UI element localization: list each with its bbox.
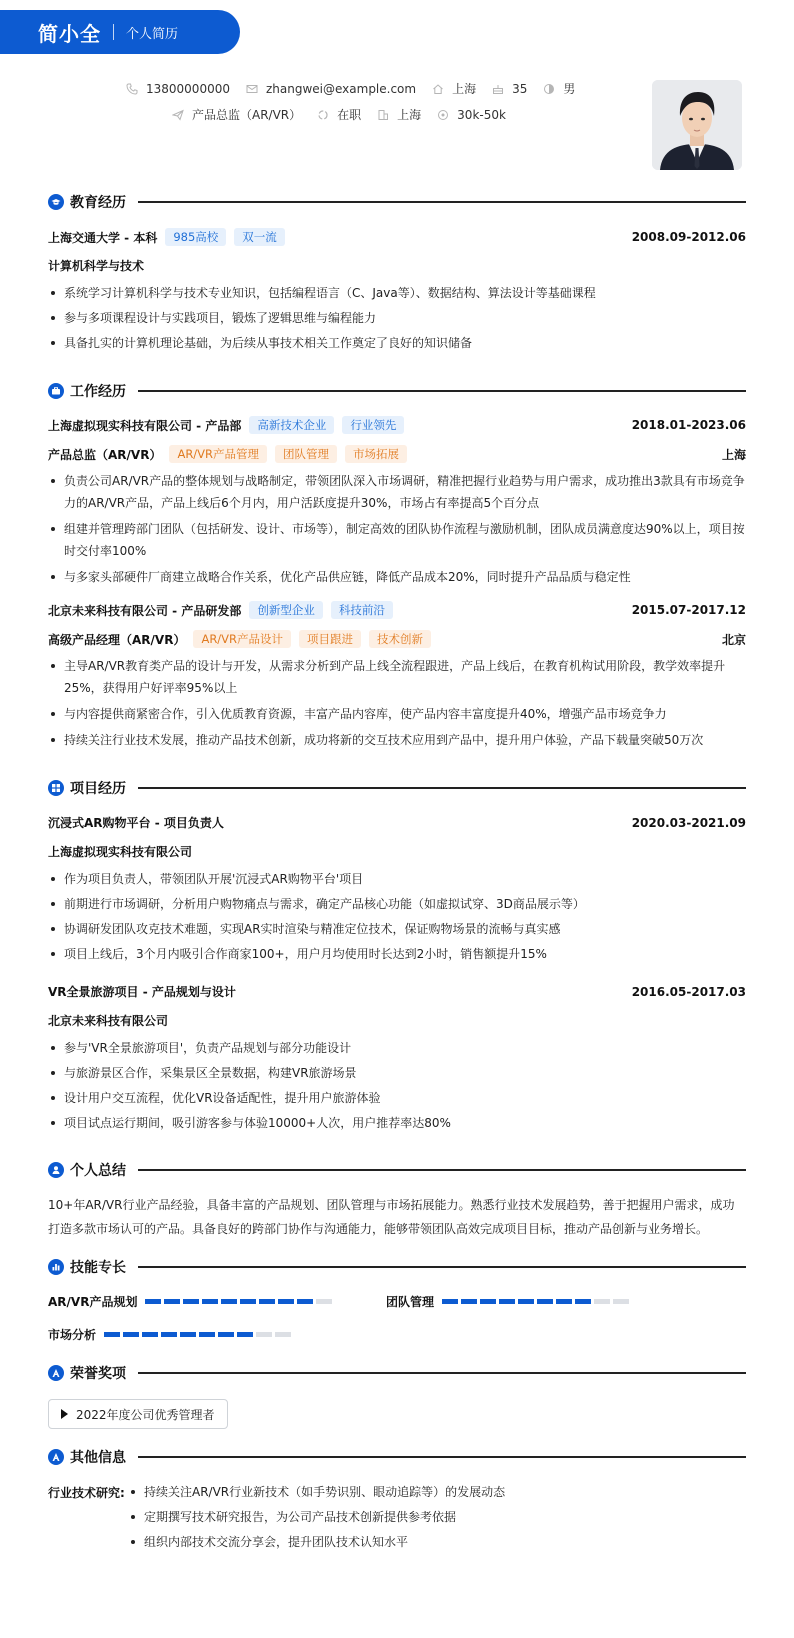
send-icon — [172, 109, 184, 121]
education-tag: 985高校 — [165, 228, 226, 246]
list-item: 设计用户交互流程，优化VR设备适配性，提升用户旅游体验 — [48, 1087, 746, 1109]
phone-icon — [126, 83, 138, 95]
home-icon — [432, 83, 444, 95]
resume-subtitle: 个人简历 — [126, 26, 179, 42]
work-location: 北京 — [721, 632, 746, 647]
list-item: 负责公司AR/VR产品的整体规划与战略制定，带领团队深入市场调研，精准把握行业趋势与用户需求，成功推出3款具有市场竞争力的AR/VR产品，产品上线后6个月内，用户活跃度提升30%，市场占有率提高5个百分点 — [48, 470, 746, 514]
award-item — [48, 1399, 228, 1429]
list-item: 主导AR/VR教育类产品的设计与开发，从需求分析到产品上线全流程跟进，产品上线后，在教育机构试用阶段，教学效率提升25%，获得用户好评率95%以上 — [48, 655, 746, 699]
target-city-item — [377, 106, 421, 123]
list-item: 定期撰写技术研究报告，为公司产品技术创新提供参考依据 — [128, 1505, 746, 1530]
list-item: 参与'VR全景旅游项目'，负责产品规划与部分功能设计 — [48, 1037, 746, 1059]
section-skills — [48, 1257, 746, 1277]
company-name: 上海虚拟现实科技有限公司 - 产品部 — [48, 418, 242, 433]
project-date: 2016.05-2017.03 — [631, 984, 746, 999]
briefcase-icon — [48, 383, 64, 399]
role-tag: 市场拓展 — [345, 445, 407, 463]
skill-segment — [202, 1299, 218, 1304]
list-item: 系统学习计算机科学与技术专业知识，包括编程语言（C、Java等）、数据结构、算法设计等基础课程 — [48, 282, 746, 304]
graduation-cap-icon — [48, 194, 64, 210]
skill-segment — [256, 1332, 272, 1337]
resume-name: 简小全 — [38, 21, 101, 46]
skill-segment — [499, 1299, 515, 1304]
company-tag: 科技前沿 — [331, 601, 393, 619]
skill-segment — [199, 1332, 215, 1337]
header-banner — [0, 10, 240, 54]
list-item: 项目试点运行期间，吸引游客参与体验10000+人次，用户推荐率达80% — [48, 1112, 746, 1134]
section-work — [48, 381, 746, 401]
skill-level-bar — [145, 1299, 335, 1304]
gender-text: 男 — [563, 82, 576, 96]
skill-name: 团队管理 — [386, 1295, 435, 1309]
section-projects — [48, 778, 746, 798]
project-company: 北京未来科技有限公司 — [48, 1014, 169, 1028]
age-text: 35 — [512, 81, 528, 96]
school-name: 上海交通大学 - 本科 — [48, 230, 158, 245]
skill-segment — [594, 1299, 610, 1304]
bar-chart-icon — [48, 1259, 64, 1275]
section-other — [48, 1447, 746, 1467]
section-title-summary: 个人总结 — [70, 1163, 126, 1179]
section-divider — [138, 787, 746, 789]
skill-segment — [142, 1332, 158, 1337]
award-icon — [48, 1365, 64, 1381]
project-1-company-row — [48, 843, 746, 860]
other-label: 行业技术研究: — [48, 1486, 125, 1500]
role-tag: AR/VR产品设计 — [193, 630, 291, 648]
skill-item — [48, 1293, 335, 1310]
sync-icon — [317, 109, 329, 121]
work-2-role-row — [48, 630, 746, 648]
profile-photo — [652, 80, 742, 170]
education-tag: 双一流 — [234, 228, 285, 246]
list-item: 作为项目负责人，带领团队开展'沉浸式AR购物平台'项目 — [48, 868, 746, 890]
skill-segment — [442, 1299, 458, 1304]
project-2-bullets — [48, 1037, 746, 1134]
skill-level-bar — [442, 1299, 632, 1304]
work-2-bullets — [48, 655, 746, 751]
contact-row-2 — [172, 106, 522, 123]
email-item — [246, 82, 416, 96]
list-item: 协调研发团队攻克技术难题，实现AR实时渲染与精准定位技术，保证购物场景的流畅与真实感 — [48, 918, 746, 940]
work-2-company-row — [48, 601, 746, 619]
education-header-row — [48, 228, 746, 246]
skill-segment — [237, 1332, 253, 1337]
education-date: 2008.09-2012.06 — [631, 230, 746, 244]
position-item — [172, 106, 301, 123]
work-date: 2015.07-2017.12 — [631, 603, 746, 617]
section-title-awards: 荣誉奖项 — [70, 1366, 126, 1382]
skill-segment — [161, 1332, 177, 1337]
skill-item — [48, 1326, 294, 1343]
position-text: 产品总监（AR/VR） — [192, 108, 302, 122]
skill-segment — [104, 1332, 120, 1337]
skill-name: AR/VR产品规划 — [48, 1295, 138, 1309]
header-divider — [113, 24, 114, 40]
summary-text: 10+年AR/VR行业产品经验，具备丰富的产品规划、团队管理与市场拓展能力。熟悉行业技术发展趋势，善于把握用户需求，成功打造多款市场认可的产品。具备良好的跨部门协作与沟通能力，能够带领团队高效完成项目目标，推动产品创新与业务增长。 — [48, 1198, 735, 1236]
skill-segment — [240, 1299, 256, 1304]
cake-icon — [492, 83, 504, 95]
company-tag: 行业领先 — [342, 416, 404, 434]
section-education — [48, 192, 746, 212]
city-text: 上海 — [452, 82, 477, 96]
work-1-bullets — [48, 470, 746, 588]
age-item — [492, 82, 527, 96]
list-item: 参与多项课程设计与实践项目，锻炼了逻辑思维与编程能力 — [48, 307, 746, 329]
skill-segment — [613, 1299, 629, 1304]
mail-icon — [246, 83, 258, 95]
section-title-projects: 项目经历 — [70, 781, 126, 797]
section-divider — [138, 201, 746, 203]
job-title: 产品总监（AR/VR） — [48, 447, 162, 462]
education-bullets — [48, 282, 746, 354]
skill-item — [386, 1293, 632, 1310]
list-item: 与旅游景区合作，采集景区全景数据，构建VR旅游场景 — [48, 1062, 746, 1084]
project-title: VR全景旅游项目 - 产品规划与设计 — [48, 985, 236, 999]
skill-segment — [278, 1299, 294, 1304]
email-text: zhangwei@example.com — [265, 81, 417, 96]
skill-name: 市场分析 — [48, 1328, 97, 1342]
project-2-company-row — [48, 1012, 746, 1029]
avatar-portrait — [652, 80, 742, 170]
target-city-text: 上海 — [397, 108, 422, 122]
coin-icon — [437, 109, 449, 121]
work-location: 上海 — [721, 447, 746, 462]
role-tag: 项目跟进 — [299, 630, 361, 648]
skill-segment — [145, 1299, 161, 1304]
role-tag: AR/VR产品管理 — [169, 445, 267, 463]
skill-segment — [123, 1332, 139, 1337]
list-item: 具备扎实的计算机理论基础，为后续从事技术相关工作奠定了良好的知识储备 — [48, 332, 746, 354]
project-company: 上海虚拟现实科技有限公司 — [48, 845, 193, 859]
list-item: 持续关注AR/VR行业新技术（如手势识别、眼动追踪等）的发展动态 — [128, 1480, 746, 1505]
project-date: 2020.03-2021.09 — [631, 815, 746, 830]
status-text: 在职 — [337, 108, 362, 122]
phone-item — [126, 82, 230, 96]
section-divider — [138, 1266, 746, 1268]
skill-segment — [297, 1299, 313, 1304]
skill-segment — [556, 1299, 572, 1304]
skill-segment — [537, 1299, 553, 1304]
salary-item — [437, 108, 506, 122]
project-1-title-row — [48, 814, 746, 831]
list-item: 持续关注行业技术发展，推动产品技术创新，成功将新的交互技术应用到产品中，提升用户体验，产品下载量突破50万次 — [48, 729, 746, 751]
skill-segment — [518, 1299, 534, 1304]
skill-segment — [164, 1299, 180, 1304]
section-summary — [48, 1160, 746, 1180]
work-1-role-row — [48, 445, 746, 463]
role-tag: 团队管理 — [275, 445, 337, 463]
skill-segment — [259, 1299, 275, 1304]
salary-text: 30k-50k — [457, 107, 506, 122]
contact-row-1 — [126, 80, 591, 97]
section-title-skills: 技能专长 — [70, 1260, 126, 1276]
skill-segment — [221, 1299, 237, 1304]
job-title: 高级产品经理（AR/VR） — [48, 632, 186, 647]
work-date: 2018.01-2023.06 — [631, 418, 746, 432]
list-item: 组建并管理跨部门团队（包括研发、设计、市场等），制定高效的团队协作流程与激励机制，团队成员满意度达90%以上，项目按时交付率100% — [48, 518, 746, 562]
skill-level-bar — [104, 1332, 294, 1337]
list-item: 前期进行市场调研，分析用户购物痛点与需求，确定产品核心功能（如虚拟试穿、3D商品展示等） — [48, 893, 746, 915]
list-item: 组织内部技术交流分享会，提升团队技术认知水平 — [128, 1530, 746, 1555]
building-icon — [377, 109, 389, 121]
major-name: 计算机科学与技术 — [48, 259, 145, 273]
section-title-education: 教育经历 — [70, 195, 126, 211]
skill-segment — [183, 1299, 199, 1304]
grid-icon — [48, 780, 64, 796]
other-bullets — [128, 1480, 746, 1555]
gender-item — [543, 80, 575, 97]
city-item — [432, 80, 476, 97]
skill-segment — [275, 1332, 291, 1337]
skill-segment — [461, 1299, 477, 1304]
section-divider — [138, 1456, 746, 1458]
skill-segment — [575, 1299, 591, 1304]
project-title: 沉浸式AR购物平台 - 项目负责人 — [48, 816, 224, 830]
user-icon — [48, 1162, 64, 1178]
company-tag: 高新技术企业 — [249, 416, 334, 434]
project-2-title-row — [48, 983, 746, 1000]
company-tag: 创新型企业 — [249, 601, 323, 619]
role-tag: 技术创新 — [369, 630, 431, 648]
status-item — [317, 106, 361, 123]
list-item: 与多家头部硬件厂商建立战略合作关系，优化产品供应链，降低产品成本20%，同时提升产品品质与稳定性 — [48, 566, 746, 588]
info-icon — [48, 1449, 64, 1465]
company-name: 北京未来科技有限公司 - 产品研发部 — [48, 603, 242, 618]
skill-segment — [316, 1299, 332, 1304]
skill-segment — [180, 1332, 196, 1337]
award-text: 2022年度公司优秀管理者 — [76, 1407, 215, 1422]
section-title-work: 工作经历 — [70, 384, 126, 400]
list-item: 项目上线后，3个月内吸引合作商家100+，用户月均使用时长达到2小时，销售额提升15% — [48, 943, 746, 965]
section-title-other: 其他信息 — [70, 1450, 126, 1466]
work-1-company-row — [48, 416, 746, 434]
gender-icon — [543, 83, 555, 95]
project-1-bullets — [48, 868, 746, 965]
section-divider — [138, 1372, 746, 1374]
education-major-row — [48, 257, 746, 274]
section-awards — [48, 1363, 746, 1383]
section-divider — [138, 1169, 746, 1171]
skill-segment — [480, 1299, 496, 1304]
skill-segment — [218, 1332, 234, 1337]
section-divider — [138, 390, 746, 392]
phone-text: 13800000000 — [146, 81, 230, 96]
play-triangle-icon — [61, 1409, 68, 1419]
list-item: 与内容提供商紧密合作，引入优质教育资源，丰富产品内容库，使产品内容丰富度提升40%，增强产品市场竞争力 — [48, 703, 746, 725]
